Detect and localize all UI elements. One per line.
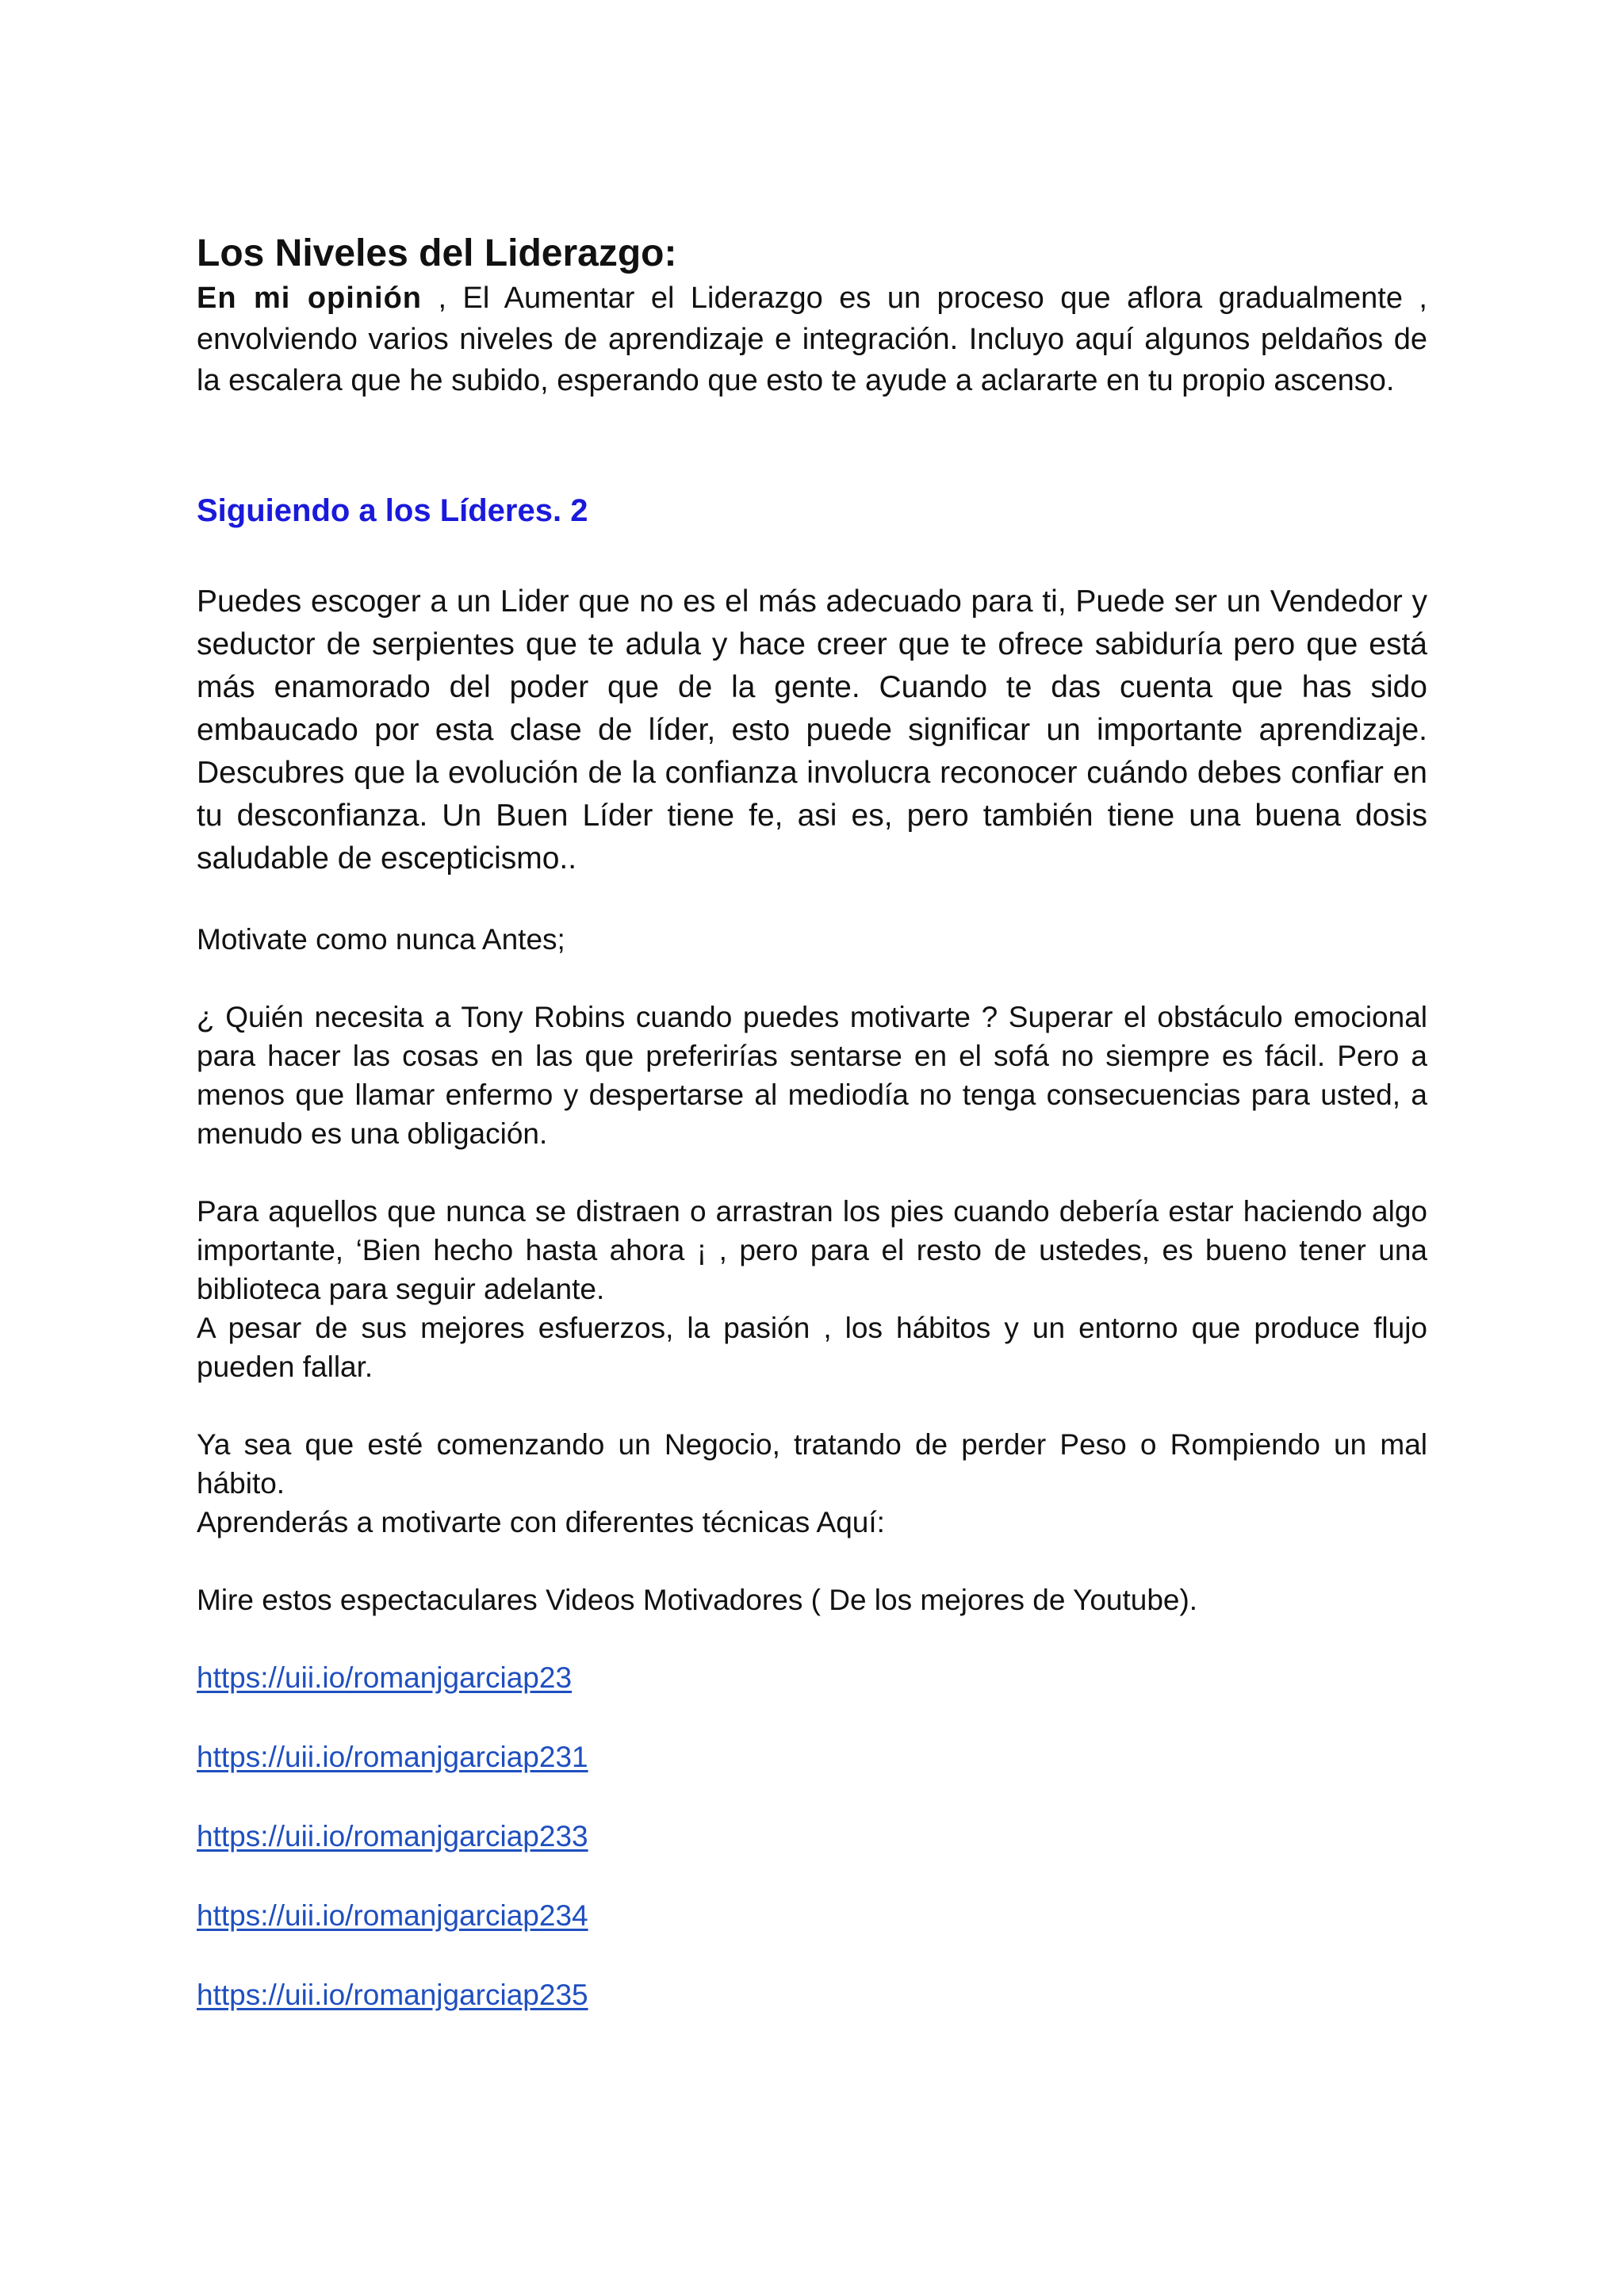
list-item xyxy=(197,1738,1427,1776)
list-item xyxy=(197,1817,1427,1856)
intro-text: , El Aumentar el Liderazgo es un proceso que aflora gradualmente , envolviendo varios niveles de aprendizaje e integración. Incluyo aquí algunos peldaños de la escalera que he subido, esperando que esto te ayude a aclararte en tu propio ascenso. xyxy=(197,282,1427,397)
paragraph-distraction: Para aquellos que nunca se distraen o arrastran los pies cuando debería estar haciendo algo importante, ‘Bien hecho hasta ahora ¡ , pero para el resto de ustedes, es bueno tener una biblioteca para seguir adelante. xyxy=(197,1195,1427,1305)
document-title: Los Niveles del Liderazgo: xyxy=(197,232,677,274)
video-link-list xyxy=(197,1658,1427,2014)
section-heading: Siguiendo a los Líderes. 2 xyxy=(197,493,588,528)
video-link-3[interactable]: https://uii.io/romanjgarciap233 xyxy=(197,1820,588,1852)
video-link-5[interactable]: https://uii.io/romanjgarciap235 xyxy=(197,1979,588,2011)
video-link-1[interactable]: https://uii.io/romanjgarciap23 xyxy=(197,1661,573,1694)
list-item xyxy=(197,1658,1427,1697)
paragraph-techniques: Aprenderás a motivarte con diferentes técnicas Aquí: xyxy=(197,1506,885,1538)
paragraph-videos: Mire estos espectaculares Videos Motivadores ( De los mejores de Youtube). xyxy=(197,1584,1198,1616)
intro-lead: En mi opinión xyxy=(197,282,422,315)
motivate-heading: Motivate como nunca Antes; xyxy=(197,923,565,956)
video-link-4[interactable]: https://uii.io/romanjgarciap234 xyxy=(197,1899,588,1932)
document-content xyxy=(197,230,1427,2055)
paragraph-motivation: ¿ Quién necesita a Tony Robins cuando puedes motivarte ? Superar el obstáculo emocional para hacer las cosas en las que preferirías sentarse en el sofá no siempre es fácil. Pero a menos que llamar enfermo y despertarse al mediodía no tenga consecuencias para usted, a menudo es una obligación. xyxy=(197,1001,1427,1150)
paragraph-leaders: Puedes escoger a un Lider que no es el más adecuado para ti, Puede ser un Vendedor y seductor de serpientes que te adula y hace creer que te ofrece sabiduría pero que está más enamorado del poder que de la gente. Cuando te das cuenta que has sido embaucado por esta clase de líder, esto puede significar un importante aprendizaje. Descubres que la evolución de la confianza involucra reconocer cuándo debes confiar en tu desconfianza. Un Buen Líder tiene fe, asi es, pero también tiene una buena dosis saludable de escepticismo.. xyxy=(197,584,1427,875)
paragraph-business: Ya sea que esté comenzando un Negocio, tratando de perder Peso o Rompiendo un mal hábito. xyxy=(197,1428,1427,1500)
intro-paragraph xyxy=(197,278,1427,401)
list-item xyxy=(197,1896,1427,1935)
video-link-2[interactable]: https://uii.io/romanjgarciap231 xyxy=(197,1741,588,1773)
list-item xyxy=(197,1975,1427,2014)
paragraph-efforts: A pesar de sus mejores esfuerzos, la pasión , los hábitos y un entorno que produce flujo pueden fallar. xyxy=(197,1312,1427,1383)
